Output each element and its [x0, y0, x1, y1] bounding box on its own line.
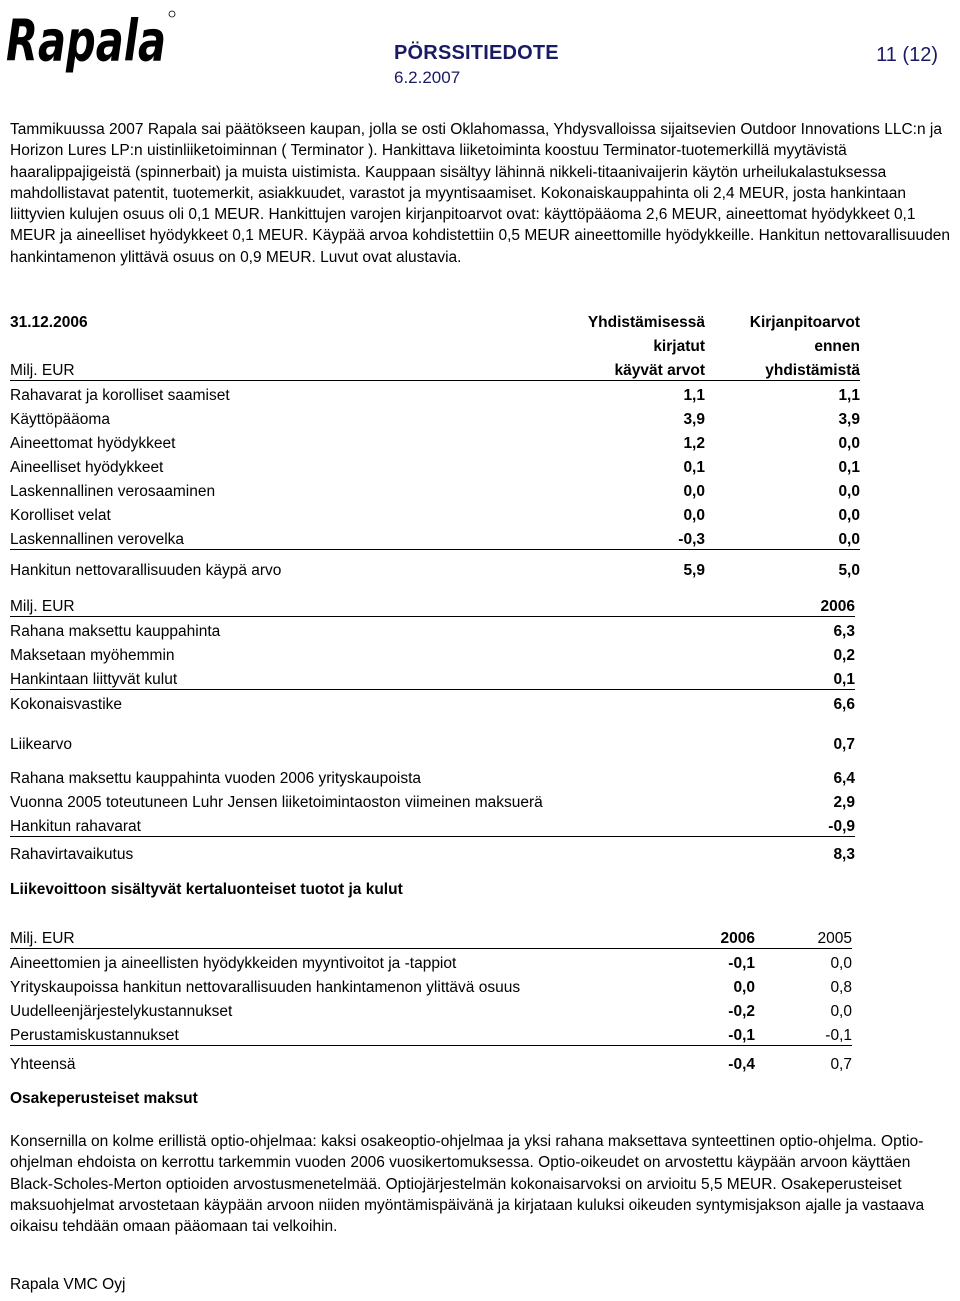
- row-label: Hankintaan liittyvät kulut: [10, 665, 755, 690]
- row-value: 1,1: [683, 387, 705, 404]
- row-label: Aineettomien ja aineellisten hyödykkeiden myyntivoitot ja -tappiot: [10, 955, 457, 972]
- svg-text:Rapala: Rapala: [6, 9, 166, 75]
- col1-header-line3: käyvät arvot: [570, 356, 705, 381]
- year-header: 2006: [675, 924, 755, 949]
- total-value: 5,0: [838, 561, 860, 579]
- table-row: [10, 1021, 852, 1046]
- row-label: Perustamiskustannukset: [10, 1021, 675, 1046]
- table-row: [10, 525, 860, 550]
- row-value: -0,1: [755, 1021, 852, 1046]
- table-row: [10, 617, 855, 642]
- table-total-row: [10, 837, 855, 864]
- row-value: 2,9: [833, 794, 855, 811]
- row-value: 0,0: [838, 435, 860, 452]
- total-label: Kokonaisvastike: [10, 696, 123, 713]
- rapala-logo: [6, 6, 176, 75]
- total-value: 5,9: [683, 561, 705, 579]
- row-value: 0,0: [705, 525, 860, 550]
- col2-header-line1: Kirjanpitoarvot: [749, 314, 860, 331]
- unit-label: Milj. EUR: [10, 924, 675, 949]
- table-row: [10, 477, 860, 501]
- row-value: 0,2: [833, 647, 855, 664]
- row-value: 0,7: [833, 736, 855, 753]
- section-heading: Osakeperusteiset maksut: [10, 1090, 198, 1107]
- table-total-row: [10, 1046, 852, 1074]
- table-header-row: [10, 924, 852, 949]
- row-label: Uudelleenjärjestelykustannukset: [10, 1003, 233, 1020]
- row-value: 1,2: [683, 435, 705, 452]
- table-row: [10, 665, 855, 690]
- total-label: Hankitun nettovarallisuuden käypä arvo: [10, 561, 282, 579]
- row-label: Yrityskaupoissa hankitun nettovarallisuuden hankintamenon ylittävä osuus: [10, 979, 521, 996]
- table-total-row: [10, 690, 855, 715]
- row-value: 0,1: [838, 459, 860, 476]
- table-row: [10, 429, 860, 453]
- one-off-items-table: [10, 924, 852, 1074]
- col2-header-line3: yhdistämistä: [705, 356, 860, 381]
- row-value: 3,9: [683, 411, 705, 428]
- table-row: [10, 381, 860, 406]
- row-value: 6,4: [833, 770, 855, 787]
- col1-header-line2: kirjatut: [653, 338, 705, 355]
- table-row: [10, 405, 860, 429]
- table-total-row: [10, 550, 860, 580]
- table-row: [10, 501, 860, 525]
- row-value: -0,3: [570, 525, 705, 550]
- row-label: Laskennallinen verovelka: [10, 525, 570, 550]
- row-value: -0,1: [728, 955, 755, 972]
- row-label: Maksetaan myöhemmin: [10, 647, 175, 664]
- row-label: Liikearvo: [10, 736, 73, 753]
- row-value: 0,0: [838, 483, 860, 500]
- row-value: -0,1: [675, 1021, 755, 1046]
- row-value: 0,0: [830, 955, 852, 972]
- row-label: Korolliset velat: [10, 507, 111, 524]
- table-row: [10, 997, 852, 1021]
- table-row: [10, 812, 855, 837]
- table-row: [10, 453, 860, 477]
- total-value: 0,7: [830, 1055, 852, 1073]
- total-label: Rahavirtavaikutus: [10, 845, 134, 863]
- row-value: -0,2: [728, 1003, 755, 1020]
- table-header-row: [10, 308, 860, 332]
- table-row: [10, 973, 852, 997]
- press-release-title: PÖRSSITIEDOTE: [394, 42, 559, 64]
- row-value: 0,1: [683, 459, 705, 476]
- row-label: Aineettomat hyödykkeet: [10, 435, 176, 452]
- unit-label: Milj. EUR: [10, 356, 570, 381]
- row-value: 0,0: [683, 483, 705, 500]
- section-heading: Liikevoittoon sisältyvät kertaluonteiset tuotot ja kulut: [10, 881, 403, 898]
- total-label: Yhteensä: [10, 1055, 76, 1073]
- total-value: -0,4: [728, 1055, 755, 1073]
- row-label: Aineelliset hyödykkeet: [10, 459, 164, 476]
- col2-header-line2: ennen: [814, 338, 860, 355]
- row-value: 6,3: [833, 623, 855, 640]
- table-header-row: [10, 332, 860, 356]
- row-value: 3,9: [838, 411, 860, 428]
- row-value: 0,0: [838, 507, 860, 524]
- year-header: 2005: [755, 924, 852, 949]
- goodwill-row: [10, 714, 855, 754]
- row-value: 1,1: [838, 387, 860, 404]
- row-value: 0,0: [733, 979, 755, 996]
- row-label: Rahana maksettu kauppahinta vuoden 2006 yrityskaupoista: [10, 770, 422, 787]
- acquisition-values-table: [10, 308, 860, 580]
- row-value: 0,1: [755, 665, 855, 690]
- total-value: 6,6: [833, 696, 855, 713]
- consideration-table: [10, 592, 855, 864]
- col1-header-line1: Yhdistämisessä: [587, 314, 705, 331]
- row-label: Rahana maksettu kauppahinta: [10, 623, 221, 640]
- row-label: Laskennallinen verosaaminen: [10, 483, 216, 500]
- intro-paragraph: Tammikuussa 2007 Rapala sai päätökseen kaupan, jolla se osti Oklahomassa, Yhdysvalloissa sijaitsevien Outdoor Innovations LLC:n ja Horizon Lures LP:n uistinliiketoiminnan ( Terminator ). Hankittava liiketoiminta koostuu Terminator-tuotemerkillä myytävistä haaralippajigeistä (spinnerbait) ja muista uistimista. Kauppaan sisältyy lähinnä nikkeli-titaanivaijerin käytön urheilukalastuksessa mahdollistavat patentit, tuotemerkit, asiakkuudet, varastot ja myyntisaamiset. Kokonaiskauppahinta oli 2,4 MEUR, josta hankintaan liittyvien kulujen osuus oli 0,1 MEUR. Hankittujen varojen kirjanpitoarvot ovat: käyttöpääoma 2,6 MEUR, aineettomat hyödykkeet 0,1 MEUR ja aineelliset hyödykkeet 0,1 MEUR. Käypää arvoa kohdistettiin 0,5 MEUR aineettomille hyödykkeille. Hankitun nettovarallisuuden hankintamenon ylittävä osuus on 0,9 MEUR. Luvut ovat alustavia.: [10, 121, 950, 266]
- row-value: 0,8: [830, 979, 852, 996]
- table-date: 31.12.2006: [10, 314, 88, 331]
- table-header-row: [10, 592, 855, 617]
- table-header-row: [10, 356, 860, 381]
- year-header: 2006: [755, 592, 855, 617]
- footer-company: Rapala VMC Oyj: [10, 1276, 126, 1293]
- table-row: [10, 754, 855, 788]
- row-label: Hankitun rahavarat: [10, 812, 755, 837]
- share-based-payments-paragraph: Konsernilla on kolme erillistä optio-ohjelmaa: kaksi osakeoptio-ohjelmaa ja yksi rahana maksettava synteettinen optio-ohjelma. Optio-ohjelman ehdoista on kerrottu tarkemmin vuoden 2006 vuosikertomuksessa. Optio-oikeudet on arvostettu käypään arvoon käyttäen Black-Scholes-Merton optioiden arvostusmenetelmää. Optiojärjestelmän kokonaisarvoksi on arvioitu 5,5 MEUR. Osakeperusteiset maksuohjelmat arvostetaan käypään arvoon niiden myöntämispäivänä ja kirjataan kuluksi oikeuden syntymisjakson ajalle ja vastaava oikaisu tehdään omaan pääomaan tai velkoihin.: [10, 1133, 925, 1236]
- table-row: [10, 949, 852, 974]
- row-value: -0,9: [755, 812, 855, 837]
- row-label: Rahavarat ja korolliset saamiset: [10, 387, 230, 404]
- unit-label: Milj. EUR: [10, 592, 755, 617]
- row-value: 0,0: [683, 507, 705, 524]
- release-date: 6.2.2007: [394, 68, 461, 87]
- row-label: Käyttöpääoma: [10, 411, 110, 428]
- table-row: [10, 788, 855, 812]
- page-number: 11 (12): [876, 44, 938, 66]
- row-label: Vuonna 2005 toteutuneen Luhr Jensen liiketoimintaoston viimeinen maksuerä: [10, 794, 543, 811]
- total-value: 8,3: [833, 845, 855, 863]
- row-value: 0,0: [830, 1003, 852, 1020]
- table-row: [10, 641, 855, 665]
